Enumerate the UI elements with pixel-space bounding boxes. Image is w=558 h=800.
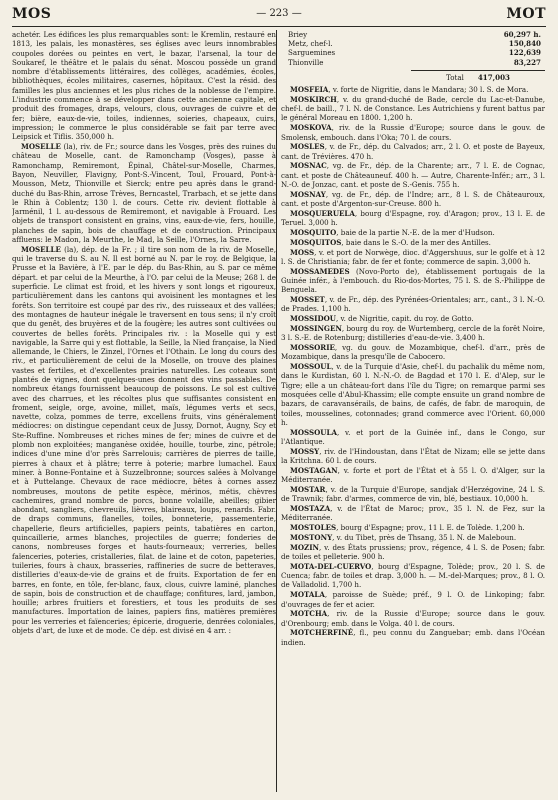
dictionary-entry [281,85,545,94]
dictionary-entry [281,161,545,189]
dictionary-entry [281,504,545,523]
page-number: — 223 — [256,8,302,19]
population-row [281,48,545,57]
entry-headword: MOSNAC [290,161,327,171]
entry-headword: MOTCHERFINÉ [290,628,354,638]
entry-text: , v. de la Turquie d'Europe, sandjak d'Herzégovine, 24 l. S. de Trawnik; fabr. d'armes, commerce de vin, blé, bestiaux. 10,000 h. [281,484,545,504]
dictionary-entry [12,142,276,244]
entry-text: , riv. de la Russie d'Europe; source dans le gouv. de Smolensk, embouch. dans l'Oka; 70 l. de cours. [281,123,545,142]
dictionary-entry [281,523,545,532]
entry-text: , bourg d'Espagne, roy. d'Aragon; prov., 13 l. E. de Teruel. 3,000 h. [281,208,545,228]
dictionary-entry [281,466,545,485]
arrondissement-name: Briey [288,30,308,39]
entry-text: , vg. du gouv. de Mozambique, chef-l. d'arr., près de Mozambique, dans la presqu'île de Cabocero. [281,343,545,362]
entry-headword: MOZIN [290,542,320,552]
dictionary-entry [281,324,545,343]
dictionary-entry [281,123,545,142]
dictionary-entry [281,343,545,362]
column-divider [276,30,277,792]
entry-text: , vg. de Fr., dép. de la Charente; arr., 7 l. E. de Cognac, cant. et poste de Châteauneuf. 400 h. — Autre, Charente-Infér.; arr., 3 l. N.-O. de Jonzac, cant. et poste de S.-Genis. 755 h. [281,161,545,189]
entry-text: achetér. Les édifices les plus remarquables sont: le Kremlin, restauré en 1813, les palais, les monastères, ses églises avec leurs innombrables coupoles dorées ou peintes en vert, le bazar, l'arsenal, la tour de Soukaref, le théâtre et le palais du sénat. Moscou possède un grand nombre d'établissements littéraires, des collèges, académies, écoles, bibliothèques, écoles militaires, casernes, hôpitaux. C'est la résid. des familles les plus anciennes et les plus riches de la noblesse de l'empire. L'industrie commence à se développer dans cette ancienne capitale, et produit des fromages, draps, velours, clous, ouvrages de cuivre et de fer; bière, eaux-de-vie, toiles, indiennes, soieries, chapeaux, cuirs, impression; le commerce le plus considérable se fait par terre avec Leipsick et Tiflis. 350,000 h. [12,30,276,142]
dictionary-entry [281,95,545,123]
entry-headword: MOSTAGAN [290,465,338,475]
dictionary-entry [281,428,545,447]
running-header [12,4,546,27]
arrondissement-name: Thionville [288,57,324,67]
entry-text: , fl., peu connu du Zanguebar; emb. dans l'Océan indien. [281,628,545,647]
entry-headword: MOSTOLES [290,523,337,533]
population-value: 122,639 [508,48,541,58]
dictionary-entry [281,190,545,209]
entry-text: , v. forte de Nigritie, dans le Mandara; 30 l. S. de Mora. [328,85,529,95]
entry-headword: MOSTAR [290,484,326,494]
entry-text: (la), dép. de la Fr. ; il tire son nom de la riv. de Moselle, qui le traverse du S. au N. Il est borné au N. par le roy. de Belgique, la Prusse et la Bavière, à l'E. par le dép. du Bas-Rhin, au S. par ce même départ. et par celui de la Meurthe, à l'O. par celui de la Meuse; 268 l. de superficie. Le climat est froid, et les hivers y sont longs et rigoureux, particulièrement dans les cantons qui avoisinent les montagnes et les forêts. Son territoire est coupé par des riv., des ruisseaux et des vallées; des montagnes de hauteur inégale le traversent en tous sens; il n'y croît que du genêt, des bruyères et de la fougère; les autres sont cultivées ou couvertes de belles forêts. Principales riv. : la Moselle qui y est navigable, la Sarre qui y est flottable, la Seille, la Nied française, la Nied allemande, le Chiers, le Zinzel, l'Ornes et l'Othain. Le long du cours des riv., et particulièrement de celui de la Moselle, on trouve des plaines vastes et fertiles, et d'excellentes prairies naturelles. Les coteaux sont plantés de vignes, dont quelques-unes donnent des vins passables. De nombreux étangs fournissent beaucoup de poissons. Le sol est cultivé avec des charrues, et les récoltes plus que suffisantes consistent en froment, seigle, orge, avoine, millet, maïs, légumes verts et secs, navette, colza, pommes de terre, excellens fruits, vins généralement médiocres: on distingue cependant ceux de Jussy, Dornot, Augny, Scy et Ste-Ruffine. Nombreuses et riches mines de fer; mines de cuivre et de plomb non exploitées; manganèse oxidée, houille, tourbe, zinc, pétrole; indices d'une mine d'or près Sarrelouis; carrières de pierres de taille, pierres à chaux et à plâtre; terre à poterie; marbre lumachel. Eaux miner. à Bonne-Fontaine et à Suzzelbronne; sources salées à Molvange et à Puttelange. Chevaux de race médiocre, bêtes à cornes assez nombreuses, moutons de petite espèce, mérinos, métis, chèvres cachemires, grand nombre de porcs, bonne volaille, abeilles; gibier abondant, sangliers, chevreuils, lièvres, blaireaux, loups, renards. Fabr. de draps communs, flanelles, toiles, bonneterie, passementerie, chapellerie, fleurs artificielles, papiers peints, tabatières en carton, quincaillerie, armes blanches, projectiles de guerre; fonderies de canons, nombreuses forges et hauts-fourneaux; verreries, belles faïenceries, poteries, cristalleries, filat. de laine et de coton, papeteries, tuileries, fours à chaux, brasseries, raffineries de sucre de betteraves, distilleries d'eaux-de-vie de grains et de fruits. Exportation de fer en barres, en fonte, en tôle, fer-blanc, faux, clous, cuivre laminé, planches de sapin, bois de construction et de chauffage; confitures, lard, jambon, houille; arbres fruitiers et forestiers, et tous les produits de ses manufactures. Importation de laines, papiers fins, matières premières pour les verreries et faïenceries; épicerie, droguerie, denrées coloniales, objets d'art, de luxe et de mode. Ce dép. est divisé en 4 arr. : [12,244,276,635]
entry-text: , baie de la partie N.-E. de la mer d'Hudson. [336,227,495,237]
entry-headword: MOSKOVA [290,123,332,133]
dictionary-entry [281,628,545,647]
arrondissement-name: Sarguemines [288,48,336,58]
dictionary-entry [281,314,545,323]
dictionary-entry [281,228,545,237]
entry-headword: MOSFEIA [290,85,329,95]
entry-headword: MOSLES [290,142,325,152]
total-value: 417,003 [477,72,510,82]
entry-text: , v. des États prussiens; prov., régence, 4 l. S. de Posen; fabr. de toiles et pelleterie. 900 h. [281,542,545,562]
entry-text: , v. forte et port de l'État et à 55 l. O. d'Alger, sur la Méditerranée. [281,465,545,485]
header-left-guide-word: MOS [12,6,52,22]
entry-headword: MOSQUITO [290,227,337,237]
dictionary-entry [281,485,545,504]
entry-text: , v. du Tibet, près de Thsang, 35 l. N. de Maleboun. [332,532,517,542]
header-right-guide-word: MOT [506,6,546,22]
dictionary-entry [281,362,545,427]
left-column [12,30,276,798]
dictionary-entry [281,267,545,295]
entry-headword: MOSELLE [21,244,61,254]
entry-text: , riv. de la Russie d'Europe; source dans le gouv. d'Orenbourg; emb. dans le Volga. 40 l. de cours. [281,609,545,628]
entry-headword: MOSSORIE [290,343,335,353]
dictionary-entry [281,562,545,590]
dictionary-entry [281,533,545,542]
dictionary-entry [281,238,545,247]
entry-text: , v. et port de la Guinée inf., dans le Congo, sur l'Atlantique. [281,427,545,446]
entry-headword: MOSSET [290,295,325,305]
entry-headword: MOSSAMEDES [290,266,350,276]
entry-text: , bourg du roy. de Wurtemberg, cercle de la forêt Noire, 3 l. S.-E. de Rotenburg; distilleries d'eau-de-vie. 3,400 h. [281,323,545,343]
dictionary-entry [281,295,545,314]
entry-text: , v. du grand-duché de Bade, cercle du Lac-et-Danube, chef-l. de baill., 7 l. N. de Constance. Les Autrichiens y furent battus par le général Moreau en 1800. 1,200 h. [281,94,545,123]
right-column [281,30,545,798]
population-row [281,30,545,39]
entry-text: , paroisse de Suède; préf., 9 l. O. de Linkoping; fabr. d'ouvrages de fer et acier. [281,590,545,609]
entry-text: , vg. de Fr., dép. de l'Indre; arr., 8 l. S. de Châteauroux, cant. et poste d'Argenton-sur-Creuse. 800 h. [281,189,545,209]
population-row [281,39,545,48]
dictionary-entry [281,543,545,562]
entry-headword: MOSSIDOU [290,314,336,324]
entry-headword: MOSQUITOS [290,237,342,247]
entry-text: (la), riv. de Fr.; source dans les Vosges, près des ruines du château de Moselle, cant. de Ramonchamp (Vosges), passe à Ramonchamp, Remiremont, Épinal, Châtel-sur-Moselle, Charmes, Bayon, Neuviller, Flavigny, Pont-S.-Vincent, Toul, Frouard, Pont-à-Mousson, Metz, Thionville et Sierck; entre peu après dans le grand-duché du Bas-Rhin, arrose Trèves, Berncastel, Trarbach, et se jette dans le Rhin à Coblentz; 130 l. de cours. Cette riv. devient flottable à Jarménil, 1 l. au-dessous de Remiremont, et navigable à Frouard. Les objets de transport consistent en grains, vins, eaux-de-vie, fers, houille, planches de sapin, bois de chauffage et de construction. Principaux affluens: le Madon, la Meurthe, le Mad, la Seille, l'Ornes, la Sarre. [12,142,276,245]
dictionary-entry [281,447,545,466]
entry-text: , v. et port de Norwège, dioc. d'Aggershuus, sur le golfe et à 12 l. S. de Christiania; fabr. de fer et fonte; commerce de sapin. 3,000 h. [281,247,545,266]
dictionary-entry [281,248,545,267]
entry-headword: MOSELLE [21,142,61,152]
total-label: Total [446,72,464,82]
entry-headword: MOTCHA [290,609,328,619]
arrondissement-name: Metz, chef-l. [288,39,333,49]
entry-headword: MOSSINGEN [290,323,342,333]
dictionary-entry [281,209,545,228]
population-value: 83,227 [513,57,541,67]
entry-headword: MOSSOUL [290,362,332,372]
dictionary-entry [12,30,276,142]
entry-headword: MOSKIRCH [290,94,337,104]
population-value: 150,840 [508,39,541,49]
entry-headword: MOSTONY [290,532,333,542]
population-total [411,70,545,82]
entry-headword: MOSNAY [290,189,326,199]
entry-text: (Novo-Porto de), établissement portugais de la Guinée infér., à l'embouch. du Rio-dos-Mortes, 75 l. S. de S.-Philippe de Benguela. [281,266,545,295]
entry-headword: MOSQUERUELA [290,208,355,218]
population-row [281,58,545,67]
entry-headword: MOTALA [290,590,325,600]
entry-headword: MOSTAZA [290,504,331,514]
entry-text: , bourg d'Espagne; prov., 11 l. E. de Tolède. 1,200 h. [336,523,525,533]
entry-text: , v. de l'État de Maroc; prov., 35 l. N. de Fez, sur la Méditerranée. [281,504,545,523]
dictionary-entry [281,609,545,628]
entry-text: , bourg d'Espagne, Tolède; prov., 20 l. S. de Cuenca; fabr. de toiles et drap. 3,000 h. — M.-del-Marques; prov., 8 l. O. de Valladolid. 1,700 h. [281,561,545,590]
entry-headword: MOTA-DEL-CUERVO [290,561,372,571]
entry-text: , riv. de l'Hindoustan, dans l'État de Nizam; elle se jette dans la Kritchna. 60 l. de cours. [281,446,545,466]
entry-text: , v. de Nigritie, capit. du roy. de Gotto. [335,314,474,324]
entry-text: , v. de la Turquie d'Asie, chef-l. du pachalik du même nom, dans le Kurdistan, 60 l. N.-N.-O. de Bagdad et 170 l. E. d'Alep, sur le Tigre; elle a un château-fort dans l'île du Tigre; on remarque parmi ses mosquées celle d'Abul-Khassim; elle compte ensuite un grand nombre de bazars, de caravansérails, de bains, de cafés, de fabr. de maroquin, de toiles, mousselines, cotonnades; grand commerce avec l'Orient. 60,000 h. [281,362,545,427]
entry-text: , v. de Fr., dép. du Calvados; arr., 2 l. O. et poste de Bayeux, cant. de Trévières. 470 h. [281,142,545,161]
population-value: 60,297 h. [503,30,541,39]
entry-headword: MOSSOULA [290,427,337,437]
entry-headword: MOSSY [290,446,320,456]
dictionary-entry [281,590,545,609]
entry-text: , v. de Fr., dép. des Pyrénées-Orientales; arr., cant., 3 l. N.-O. de Prades. 1,100 h. [281,295,545,314]
population-table [281,30,545,82]
entry-text: , baie dans le S.-O. de la mer des Antilles. [341,237,491,247]
dictionary-entry [12,245,276,635]
dictionary-entry [281,142,545,161]
entry-headword: MOSS [290,247,315,257]
